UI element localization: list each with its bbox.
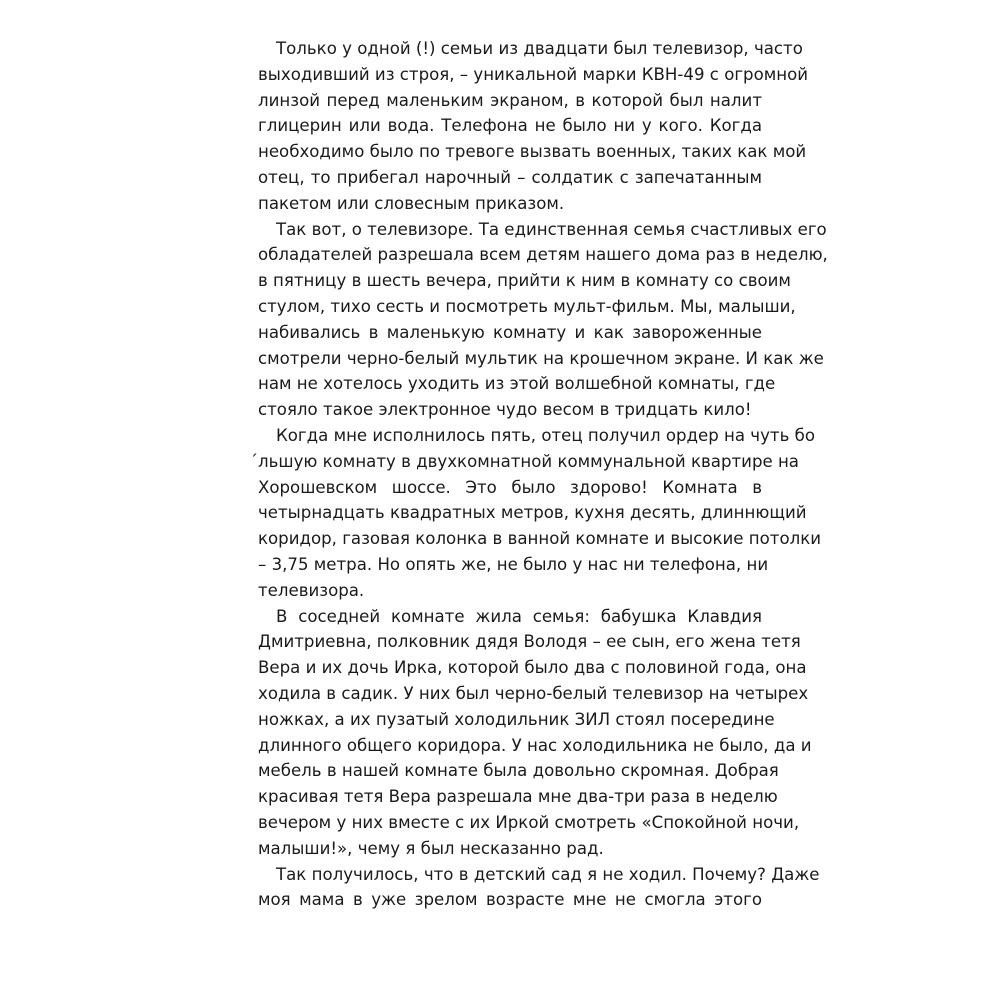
text-line: – 3,75 метра. Но опять же, не было у нас ни телефона, ни (258, 554, 769, 574)
text-line: смотрели черно-белый мультик на крошечном экране. И как же (258, 348, 824, 368)
text-line: стояло такое электронное чудо весом в тридцать кило! (258, 400, 752, 420)
paragraph-1 (240, 36, 809, 217)
paragraph-4 (240, 604, 812, 862)
text-line: в пятницу в шесть вечера, прийти к ним в комнату со своим (258, 271, 791, 291)
text-line: моя мама в уже зрелом возрасте мне не смогла этого (258, 890, 762, 910)
text-line: ножках, а их пузатый холодильник ЗИЛ стоял посередине (258, 709, 775, 729)
text-line: необходимо было по тревоге вызвать военных, таких как мой (258, 142, 807, 162)
text-line: Когда мне исполнилось пять, отец получил ордер на чуть бо (276, 425, 816, 445)
text-line: телевизора. (258, 580, 365, 600)
text-line: вечером у них вместе с их Иркой смотреть «Спокойной ночи, (258, 812, 800, 832)
text-line: набивались в маленькую комнату и как завороженные (258, 322, 762, 342)
book-page (240, 36, 828, 913)
text-line: Так получилось, что в детский сад я не ходил. Почему? Даже (276, 864, 820, 884)
text-line: красивая тетя Вера разрешала мне два-три раза в неделю (258, 787, 778, 807)
text-line: малыши!», чему я был несказанно рад. (258, 838, 604, 858)
text-line: коридор, газовая колонка в ванной комнате и высокие потолки (258, 529, 822, 549)
text-line: В соседней комнате жила семья: бабушка Клавдия (276, 606, 762, 626)
text-line: нам не хотелось уходить из этой волшебной комнаты, где (258, 374, 776, 394)
text-line: мебель в нашей комнате была довольно скромная. Добрая (258, 761, 779, 781)
text-line: Хорошевском шоссе. Это было здорово! Комната в (258, 477, 762, 497)
text-line: глицерин или вода. Телефона не было ни у кого. Когда (258, 116, 762, 136)
paragraph-3 (240, 423, 822, 604)
text-line: Вера и их дочь Ирка, которой было два с половиной года, она (258, 658, 807, 678)
text-line: выходивший из строя, – уникальной марки КВН-49 с огромной (258, 64, 809, 84)
text-line: обладателей разрешала всем детям нашего дома раз в неделю, (258, 245, 828, 265)
text-line: Дмитриевна, полковник дядя Володя – ее сын, его жена тетя (258, 632, 801, 652)
text-line: ́льшую комнату в двухкомнатной коммунальной квартире на (258, 451, 799, 471)
text-line: Так вот, о телевизоре. Та единственная семья счастливых его (276, 219, 827, 239)
text-line: отец, то прибегал нарочный – солдатик с запечатанным (258, 167, 762, 187)
text-line: линзой перед маленьким экраном, в которой был налит (258, 90, 762, 110)
text-line: стулом, тихо сесть и посмотреть мульт-фильм. Мы, малыши, (258, 296, 796, 316)
text-line: Только у одной (!) семьи из двадцати был телевизор, часто (276, 39, 803, 58)
text-line: ходила в садик. У них был черно-белый телевизор на четырех (258, 683, 809, 703)
text-line: длинного общего коридора. У нас холодильника не было, да и (258, 735, 812, 755)
text-line: четырнадцать квадратных метров, кухня десять, длиннющий (258, 503, 807, 523)
paragraph-5 (240, 862, 820, 914)
text-line: пакетом или словесным приказом. (258, 193, 565, 213)
paragraph-2 (240, 217, 828, 423)
